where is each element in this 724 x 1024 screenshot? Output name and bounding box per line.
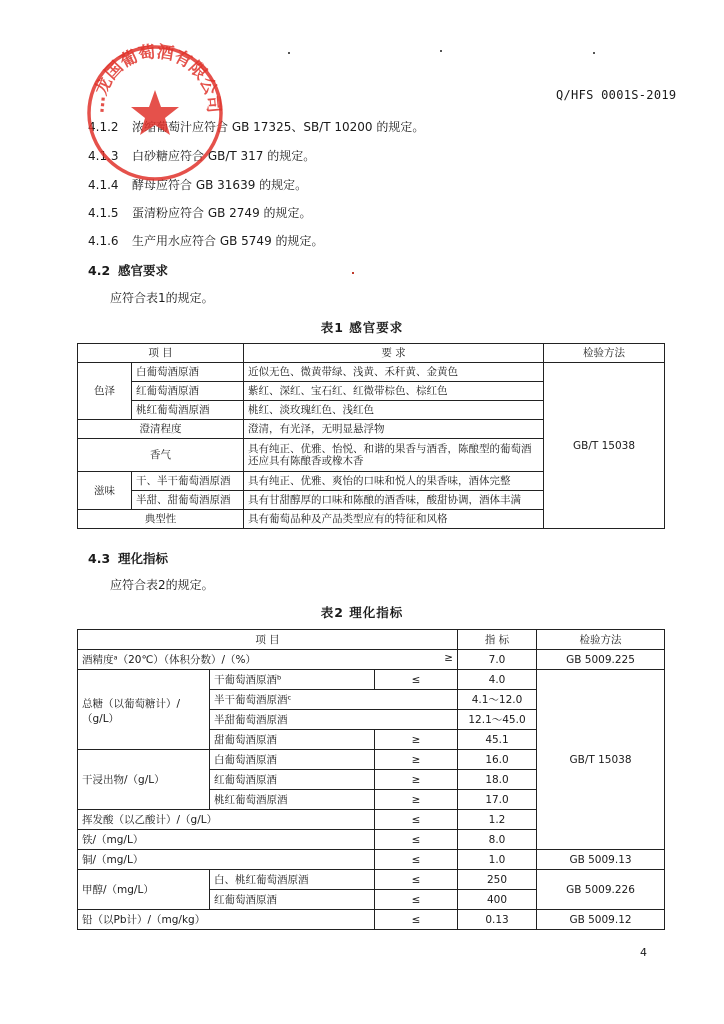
table1-sensory-requirements bbox=[77, 343, 665, 529]
item-clarity: 澄清程度 bbox=[78, 420, 244, 439]
operator: ≤ bbox=[375, 850, 458, 870]
sub-item: 白、桃红葡萄酒原酒 bbox=[210, 870, 375, 890]
requirement: 近似无色、微黄带绿、浅黄、禾秆黄、金黄色 bbox=[244, 363, 544, 382]
clause-text: 浓缩葡萄汁应符合 GB 17325、SB/T 10200 的规定。 bbox=[132, 120, 425, 134]
operator: ≤ bbox=[375, 910, 458, 930]
operator: ≥ bbox=[375, 770, 458, 790]
value: 45.1 bbox=[458, 730, 537, 750]
sub-item: 红葡萄酒原酒 bbox=[210, 890, 375, 910]
sub-item: 半甜葡萄酒原酒 bbox=[210, 710, 458, 730]
group-taste: 滋味 bbox=[78, 472, 132, 510]
group-methanol: 甲醇/（mg/L） bbox=[78, 870, 210, 910]
section-4-2-paragraph: 应符合表1的规定。 bbox=[110, 291, 214, 305]
table-row bbox=[78, 650, 665, 670]
scan-speck bbox=[440, 50, 442, 52]
section-number: 4.2 bbox=[88, 263, 111, 278]
clause-text: 蛋清粉应符合 GB 2749 的规定。 bbox=[132, 206, 312, 220]
table2-caption: 表2 理化指标 bbox=[320, 605, 404, 620]
requirement: 具有甘甜醇厚的口味和陈酿的酒香味，酸甜协调，酒体丰满 bbox=[244, 491, 544, 510]
table-row bbox=[78, 670, 665, 690]
value: 400 bbox=[458, 890, 537, 910]
item-copper: 铜/（mg/L） bbox=[78, 850, 375, 870]
header-requirement: 要 求 bbox=[244, 344, 544, 363]
value: 8.0 bbox=[458, 830, 537, 850]
scan-speck bbox=[288, 52, 290, 54]
section-4-3-paragraph: 应符合表2的规定。 bbox=[110, 578, 214, 592]
clause-4-1-6 bbox=[88, 232, 324, 249]
value: 18.0 bbox=[458, 770, 537, 790]
group-dry-extract: 干浸出物/（g/L） bbox=[78, 750, 210, 810]
header-method: 检验方法 bbox=[537, 630, 665, 650]
operator: ≤ bbox=[375, 830, 458, 850]
value: 16.0 bbox=[458, 750, 537, 770]
page-number: 4 bbox=[640, 946, 647, 959]
requirement: 具有葡萄品种及产品类型应有的特征和风格 bbox=[244, 510, 544, 529]
value: 250 bbox=[458, 870, 537, 890]
operator: ≥ bbox=[444, 652, 454, 664]
item-alcohol bbox=[78, 650, 458, 670]
method-cell: GB/T 15038 bbox=[537, 670, 665, 850]
item-volatile-acid: 挥发酸（以乙酸计）/（g/L） bbox=[78, 810, 375, 830]
method-cell: GB/T 15038 bbox=[544, 363, 665, 529]
sub-item: 桃红葡萄酒原酒 bbox=[132, 401, 244, 420]
section-4-2-heading bbox=[88, 261, 168, 279]
item-aroma: 香气 bbox=[78, 439, 244, 472]
sub-item: 红葡萄酒原酒 bbox=[132, 382, 244, 401]
value: 4.0 bbox=[458, 670, 537, 690]
value: 12.1～45.0 bbox=[458, 710, 537, 730]
table-row bbox=[78, 363, 665, 382]
operator: ≤ bbox=[375, 810, 458, 830]
method-cell: GB 5009.13 bbox=[537, 850, 665, 870]
header-item: 项 目 bbox=[78, 344, 244, 363]
sub-item: 半干葡萄酒原酒ᶜ bbox=[210, 690, 458, 710]
clause-number: 4.1.3 bbox=[88, 149, 119, 163]
section-title: 理化指标 bbox=[118, 551, 169, 566]
requirement: 具有纯正、优雅、怡悦、和谐的果香与酒香，陈酿型的葡萄酒还应具有陈酿香或橡木香 bbox=[244, 439, 544, 472]
group-color: 色泽 bbox=[78, 363, 132, 420]
sub-item: 甜葡萄酒原酒 bbox=[210, 730, 375, 750]
method-cell: GB 5009.225 bbox=[537, 650, 665, 670]
section-number: 4.3 bbox=[88, 551, 111, 566]
table-row bbox=[78, 870, 665, 890]
requirement: 澄清，有光泽，无明显悬浮物 bbox=[244, 420, 544, 439]
group-total-sugar: 总糖（以葡萄糖计）/（g/L） bbox=[78, 670, 210, 750]
value: 4.1～12.0 bbox=[458, 690, 537, 710]
item-label: 酒精度ᵃ（20℃）（体积分数）/（%） bbox=[82, 654, 257, 666]
standard-number: Q/HFS 0001S-2019 bbox=[556, 88, 677, 102]
value: 0.13 bbox=[458, 910, 537, 930]
item-iron: 铁/（mg/L） bbox=[78, 830, 375, 850]
company-seal-stamp bbox=[80, 38, 230, 188]
clause-number: 4.1.6 bbox=[88, 234, 119, 248]
header-method: 检验方法 bbox=[544, 344, 665, 363]
table-row bbox=[78, 910, 665, 930]
clause-number: 4.1.4 bbox=[88, 178, 119, 192]
requirement: 紫红、深红、宝石红、红微带棕色、棕红色 bbox=[244, 382, 544, 401]
operator: ≥ bbox=[375, 790, 458, 810]
item-lead: 铅（以Pb计）/（mg/kg） bbox=[78, 910, 375, 930]
table2-physicochemical-indexes bbox=[77, 629, 665, 930]
clause-number: 4.1.5 bbox=[88, 206, 119, 220]
value: 17.0 bbox=[458, 790, 537, 810]
sub-item: 桃红葡萄酒原酒 bbox=[210, 790, 375, 810]
scan-speck bbox=[593, 52, 595, 54]
requirement: 具有纯正、优雅、爽怡的口味和悦人的果香味，酒体完整 bbox=[244, 472, 544, 491]
sub-item: 干葡萄酒原酒ᵇ bbox=[210, 670, 375, 690]
section-title: 感官要求 bbox=[118, 263, 169, 278]
method-cell: GB 5009.226 bbox=[537, 870, 665, 910]
value: 1.0 bbox=[458, 850, 537, 870]
table-row bbox=[78, 850, 665, 870]
clause-text: 酵母应符合 GB 31639 的规定。 bbox=[132, 178, 308, 192]
clause-4-1-5 bbox=[88, 204, 312, 221]
table-header-row bbox=[78, 630, 665, 650]
sub-item: 白葡萄酒原酒 bbox=[210, 750, 375, 770]
requirement: 桃红、淡玫瑰红色、浅红色 bbox=[244, 401, 544, 420]
method-cell: GB 5009.12 bbox=[537, 910, 665, 930]
scan-speck bbox=[352, 272, 354, 274]
sub-item: 白葡萄酒原酒 bbox=[132, 363, 244, 382]
clause-text: 白砂糖应符合 GB/T 317 的规定。 bbox=[132, 149, 316, 163]
table-header-row bbox=[78, 344, 665, 363]
section-4-3-heading bbox=[88, 549, 168, 567]
sub-item: 红葡萄酒原酒 bbox=[210, 770, 375, 790]
operator: ≥ bbox=[375, 750, 458, 770]
header-index: 指 标 bbox=[458, 630, 537, 650]
operator: ≤ bbox=[375, 670, 458, 690]
operator: ≤ bbox=[375, 890, 458, 910]
clause-number: 4.1.2 bbox=[88, 120, 119, 134]
sub-item: 干、半干葡萄酒原酒 bbox=[132, 472, 244, 491]
operator: ≥ bbox=[375, 730, 458, 750]
item-typicality: 典型性 bbox=[78, 510, 244, 529]
operator: ≤ bbox=[375, 870, 458, 890]
seal-text: …龙国葡萄酒有限公司 bbox=[88, 42, 224, 114]
clause-text: 生产用水应符合 GB 5749 的规定。 bbox=[132, 234, 324, 248]
value: 7.0 bbox=[458, 650, 537, 670]
sub-item: 半甜、甜葡萄酒原酒 bbox=[132, 491, 244, 510]
table1-caption: 表1 感官要求 bbox=[320, 320, 404, 335]
header-item: 项 目 bbox=[78, 630, 458, 650]
value: 1.2 bbox=[458, 810, 537, 830]
